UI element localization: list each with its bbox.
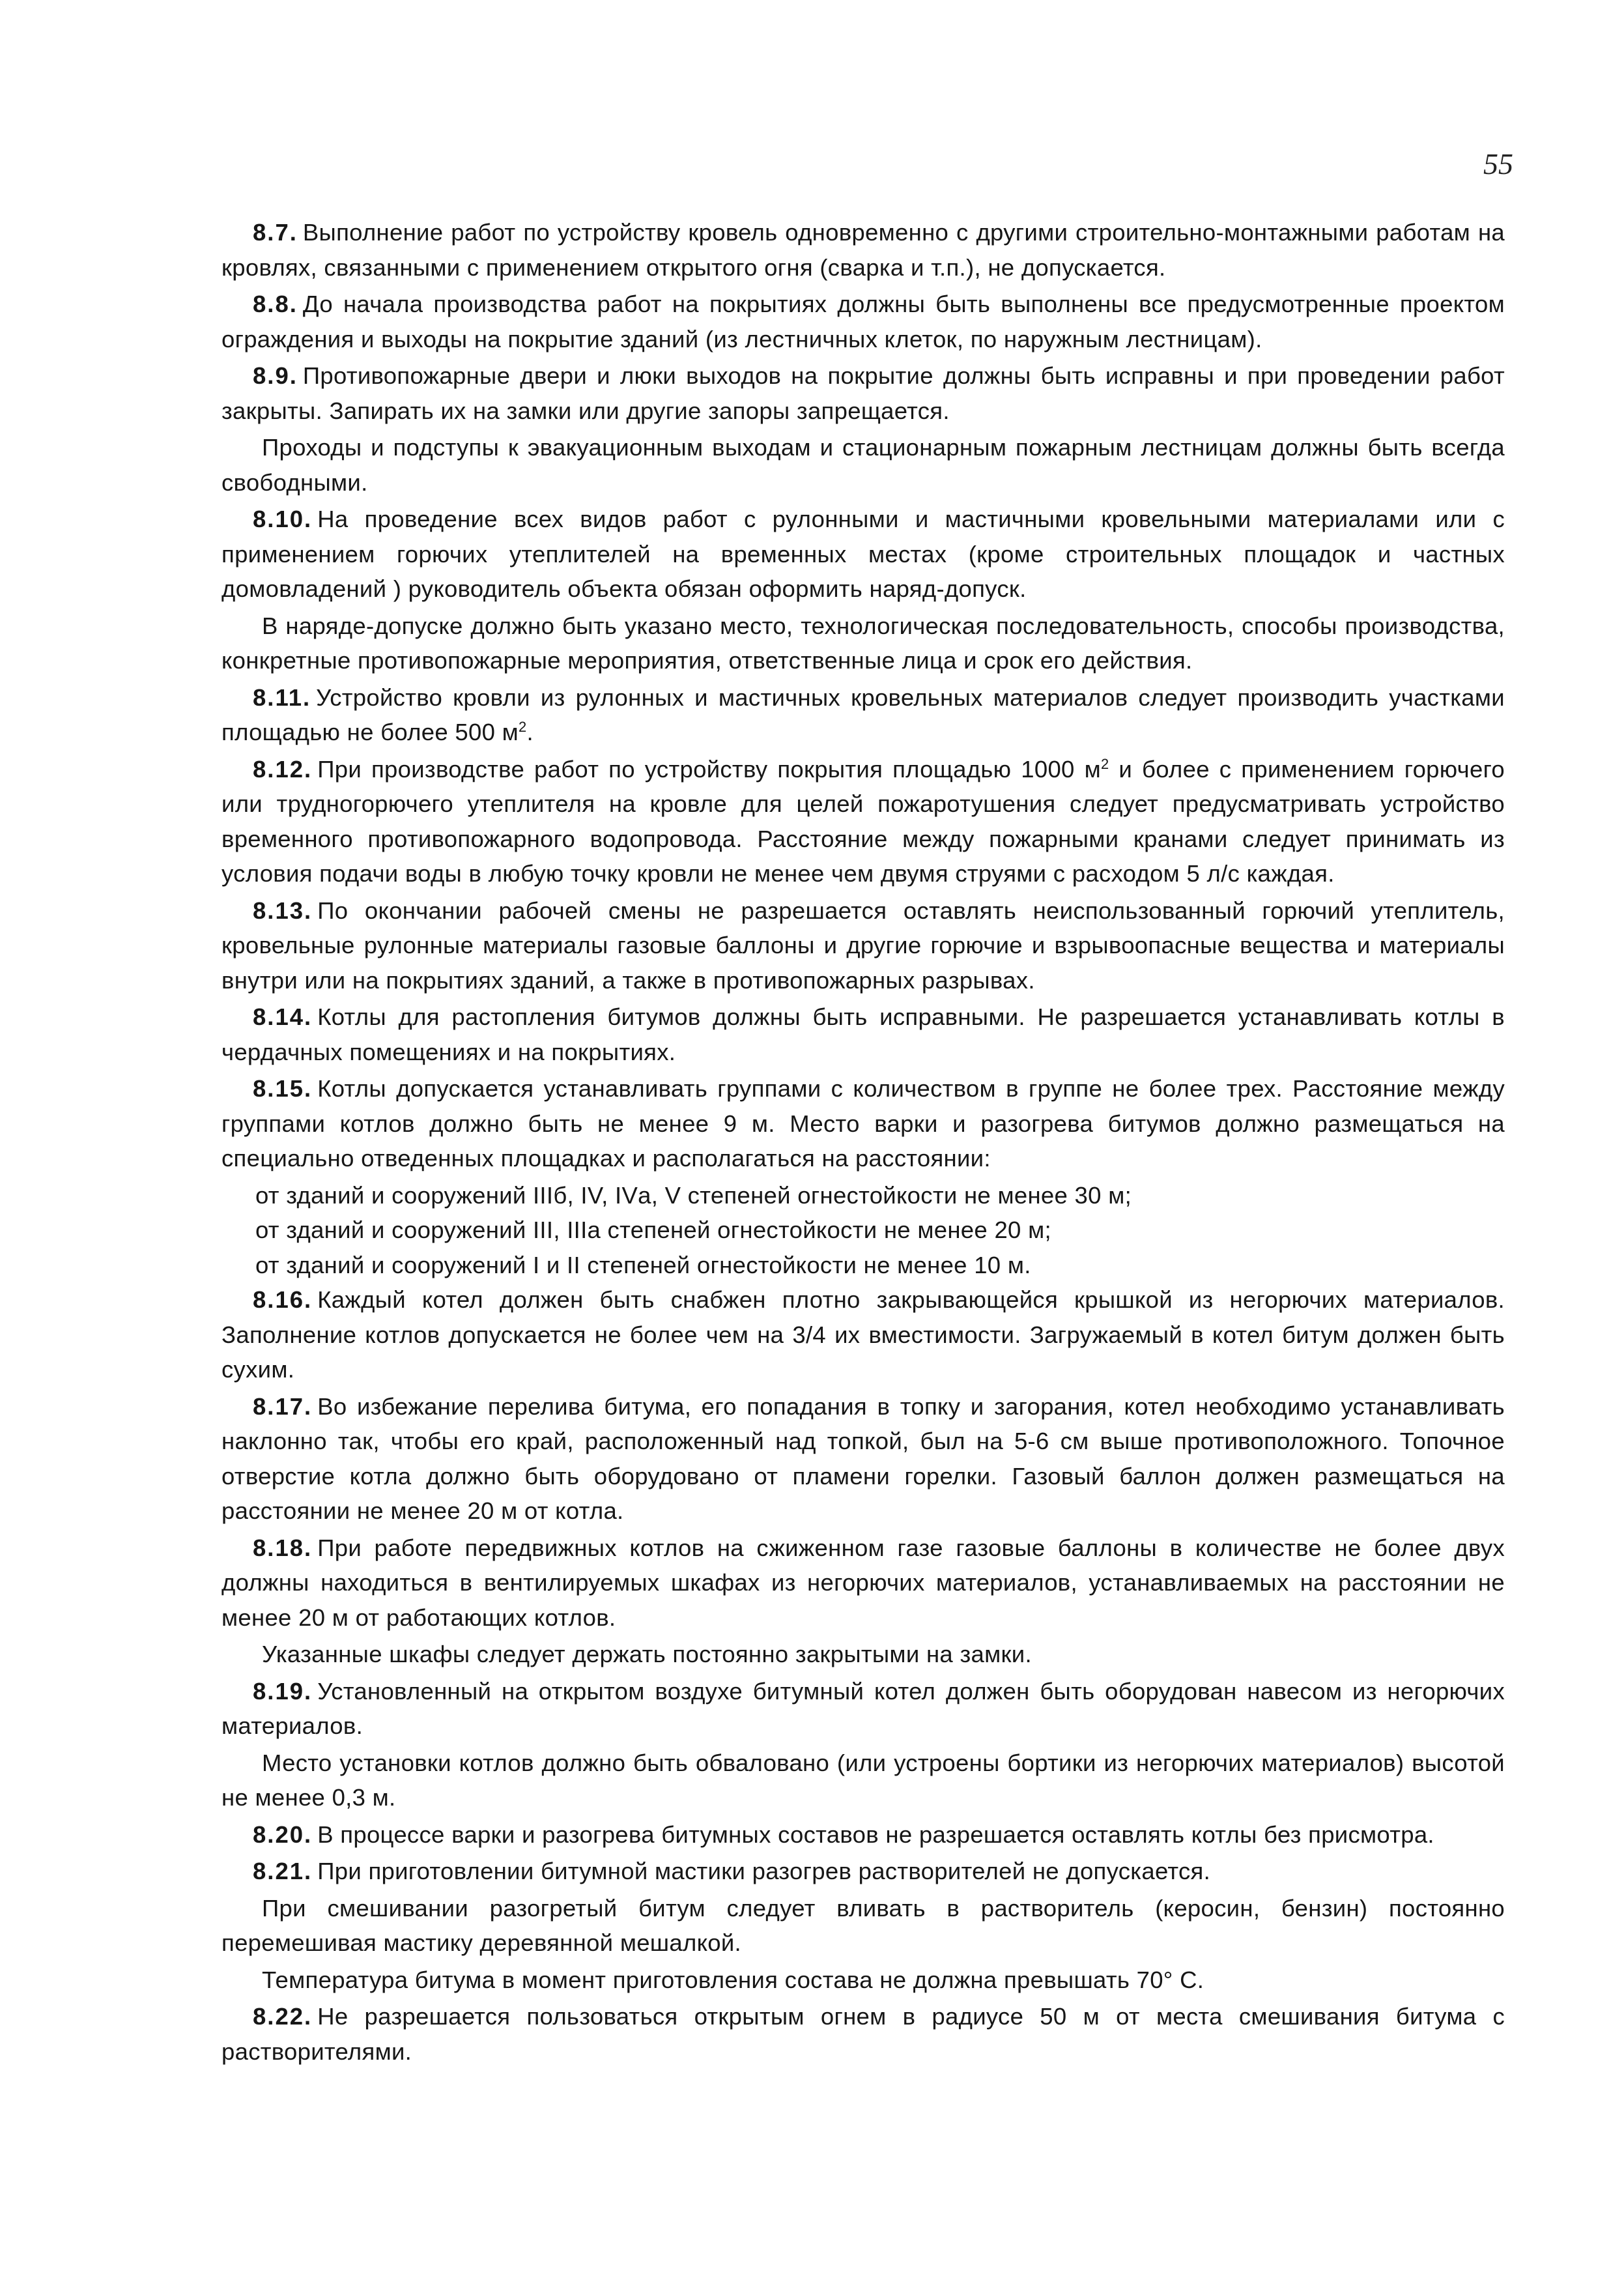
paragraph-text: от зданий и сооружений IIIб, IV, IVа, V степеней огнестойкости не менее 30 м;: [255, 1181, 1132, 1209]
clause-number: 8.10.: [253, 506, 313, 532]
paragraph-text: Выполнение работ по устройству кровель одновременно с другими строительно-монтажными работам на кровлях, связанными с применением открытого огня (сварка и т.п.), не допускается.: [221, 219, 1505, 281]
clause-number: 8.17.: [253, 1392, 313, 1420]
paragraph-text: Проходы и подступы к эвакуационным выходам и стационарным пожарным лестницам должны быть всегда свободными.: [221, 434, 1505, 496]
paragraph: [221, 680, 1505, 750]
superscript: 2: [519, 718, 527, 735]
paragraph-text: Место установки котлов должно быть обваловано (или устроены бортики из негорючих материалов) высотой не менее 0,3 м.: [221, 1749, 1505, 1811]
paragraph-text: Противопожарные двери и люки выходов на покрытие должны быть исправны и при проведении работ закрыты. Запирать их на замки или другие запоры запрещается.: [221, 362, 1505, 424]
paragraph-text: При приготовлении битумной мастики разогрев растворителей не допускается.: [317, 1858, 1211, 1884]
paragraph: [221, 1746, 1505, 1815]
paragraph: [221, 1637, 1505, 1672]
paragraph-text: Установленный на открытом воздухе битумный котел должен быть оборудован навесом из негорючих материалов.: [221, 1677, 1505, 1739]
paragraph-text: При смешивании разогретый битум следует вливать в растворитель (керосин, бензин) постоянно перемешивая мастику деревянной мешалкой.: [221, 1894, 1505, 1956]
list-item: [221, 1248, 1505, 1283]
page-number: 55: [1483, 147, 1513, 180]
paragraph-text: При работе передвижных котлов на сжиженном газе газовые баллоны в количестве не более двух должны находиться в вентилируемых шкафах из негорючих материалов, устанавливаемых на расстоянии не менее 20 м от работающих котлов.: [221, 1534, 1505, 1631]
paragraph: [221, 893, 1505, 998]
clause-number: 8.7.: [253, 219, 298, 246]
clause-number: 8.16.: [253, 1286, 313, 1313]
paragraph: [221, 609, 1505, 678]
clause-number: 8.8.: [253, 291, 298, 317]
paragraph-text: По окончании рабочей смены не разрешается оставлять неиспользованный горючий утеплитель, кровельные рулонные материалы газовые баллоны и другие горючие и взрывоопасные вещества и материалы внутри или на покрытиях зданий, а также в противопожарных разрывах.: [221, 897, 1505, 994]
paragraph-text: Во избежание перелива битума, его попадания в топку и загорания, котел необходимо устанавливать наклонно так, чтобы его край, расположенный над топкой, был на 5-6 см выше противоположного. Топочное отверстие котла должно быть оборудовано от пламени горелки. Газовый баллон должен размещаться на расстоянии не менее 20 м от котла.: [221, 1392, 1505, 1524]
paragraph: [221, 358, 1505, 428]
paragraph: [221, 752, 1505, 891]
paragraph-text: Котлы для растопления битумов должны быть исправными. Не разрешается устанавливать котлы в чердачных помещениях и на покрытиях.: [221, 1003, 1505, 1065]
paragraph-text: В наряде-допуске должно быть указано место, технологическая последовательность, способы производства, конкретные противопожарные мероприятия, ответственные лица и срок его действия.: [221, 612, 1505, 674]
list-item: [221, 1213, 1505, 1248]
paragraph-text: от зданий и сооружений III, IIIа степеней огнестойкости не менее 20 м;: [255, 1217, 1051, 1243]
paragraph-text: Каждый котел должен быть снабжен плотно закрывающейся крышкой из негорючих материалов. Заполнение котлов допускается не более чем на 3/4 их вместимости. Загружаемый в котел битум должен быть сухим.: [221, 1286, 1505, 1383]
paragraph-text-continued: .: [526, 719, 534, 745]
clause-number: 8.20.: [253, 1821, 313, 1848]
clause-number: 8.9.: [253, 362, 298, 389]
paragraph: [221, 502, 1505, 607]
paragraph-text: До начала производства работ на покрытиях должны быть выполнены все предусмотренные проектом ограждения и выходы на покрытие зданий (из лестничных клеток, по наружным лестницам).: [221, 291, 1505, 353]
paragraph-text: На проведение всех видов работ с рулонными и мастичными кровельными материалами или с применением горючих утеплителей на временных местах (кроме строительных площадок и частных домовладений ) руководитель объекта обязан оформить наряд-допуск.: [221, 506, 1505, 602]
paragraph: [221, 287, 1505, 356]
paragraph-text: Указанные шкафы следует держать постоянно закрытыми на замки.: [262, 1641, 1032, 1667]
paragraph: [221, 1963, 1505, 1998]
clause-number: 8.14.: [253, 1003, 313, 1030]
paragraph: [221, 1891, 1505, 1961]
clause-number: 8.19.: [253, 1677, 313, 1705]
list-item: [221, 1178, 1505, 1213]
paragraph: [221, 215, 1505, 285]
paragraph: [221, 1999, 1505, 2069]
clause-number: 8.15.: [253, 1075, 313, 1102]
paragraph: [221, 1817, 1505, 1852]
paragraph-text: При производстве работ по устройству покрытия площадью 1000 м: [317, 755, 1101, 783]
paragraph: [221, 1000, 1505, 1069]
clause-number: 8.18.: [253, 1534, 313, 1561]
clause-number: 8.22.: [253, 2003, 313, 2030]
paragraph-text: Температура битума в момент приготовления состава не должна превышать 70° С.: [262, 1966, 1204, 1993]
paragraph-text: Котлы допускается устанавливать группами с количеством в группе не более трех. Расстояние между группами котлов должно быть не менее 9 м. Место варки и разогрева битумов должно размещаться на специально отведенных площадках и располагаться на расстоянии:: [221, 1075, 1505, 1172]
clause-number: 8.21.: [253, 1858, 313, 1884]
paragraph-text: Устройство кровли из рулонных и мастичных кровельных материалов следует производить участками площадью не более 500 м: [221, 684, 1505, 745]
paragraph-text: В процессе варки и разогрева битумных составов не разрешается оставлять котлы без присмотра.: [317, 1821, 1434, 1848]
paragraph-text-continued: и более с применением горючего или трудногорючего утеплителя на кровле для целей пожаротушения следует предусматривать устройство временного противопожарного водопровода. Расстояние между пожарными кранами следует принимать из условия подачи воды в любую точку кровли не менее чем двумя струями с расходом 5 л/с каждая.: [221, 755, 1505, 887]
paragraph: [221, 1071, 1505, 1176]
paragraph: [221, 430, 1505, 500]
clause-number: 8.11.: [253, 684, 311, 711]
superscript: 2: [1100, 755, 1109, 772]
paragraph-text: от зданий и сооружений I и II степеней огнестойкости не менее 10 м.: [255, 1251, 1031, 1278]
paragraph: [221, 1282, 1505, 1387]
clause-number: 8.12.: [253, 755, 313, 783]
paragraph: [221, 1854, 1505, 1889]
document-body: [221, 215, 1505, 2071]
clause-number: 8.13.: [253, 897, 313, 924]
paragraph: [221, 1674, 1505, 1744]
paragraph: [221, 1389, 1505, 1529]
paragraph-text: Не разрешается пользоваться открытым огнем в радиусе 50 м от места смешивания битума с растворителями.: [221, 2003, 1505, 2065]
paragraph: [221, 1531, 1505, 1635]
